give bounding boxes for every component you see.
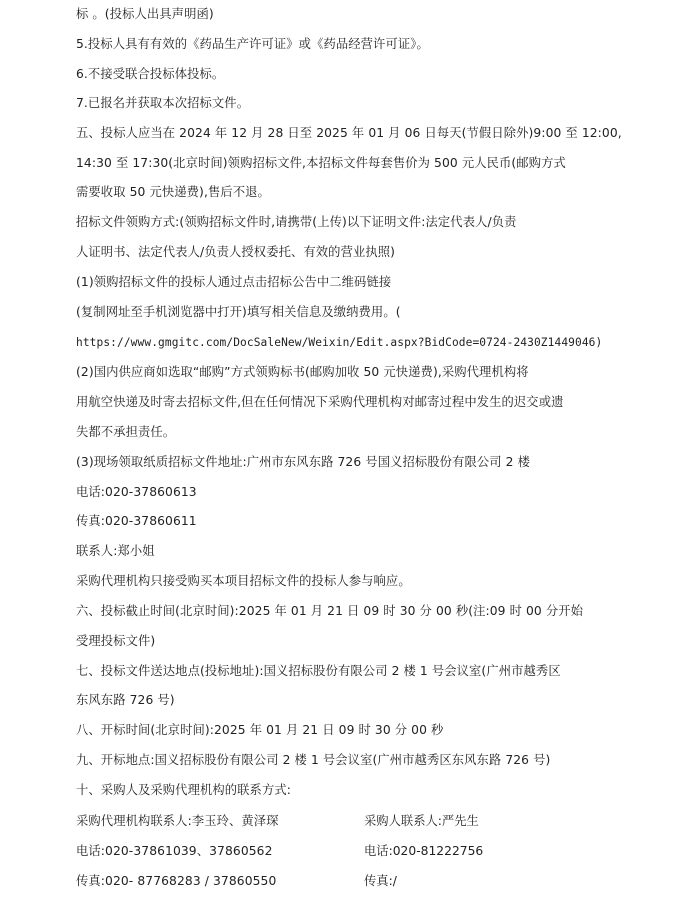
purchaser-fax: 传真:/ [364, 874, 397, 888]
text-line: (2)国内供应商如选取“邮购”方式领购标书(邮购加收 50 元快递费),采购代理机构将 [76, 365, 529, 379]
text-line: (3)现场领取纸质招标文件地址:广州市东风东路 726 号国义招标股份有限公司 2 楼 [76, 455, 530, 469]
agency-fax: 传真:020- 87768283 / 37860550 [76, 874, 277, 888]
text-line: 采购代理机构只接受购买本项目招标文件的投标人参与响应。 [76, 574, 411, 588]
purchaser-phone: 电话:020-81222756 [364, 844, 484, 858]
purchaser-contact: 采购人联系人:严先生 [364, 814, 479, 828]
text-line: 五、投标人应当在 2024 年 12 月 28 日至 2025 年 01 月 06 日每天(节假日除外)9:00 至 12:00, [76, 126, 622, 140]
text-line: 六、投标截止时间(北京时间):2025 年 01 月 21 日 09 时 30 分 00 秒(注:09 时 00 分开始 [76, 604, 584, 618]
text-line: (1)领购招标文件的投标人通过点击招标公告中二维码链接 [76, 275, 392, 289]
text-line: 需要收取 50 元快递费),售后不退。 [76, 185, 270, 199]
text-line: 东风东路 726 号) [76, 693, 175, 707]
fax-line: 传真:020-37860611 [76, 514, 197, 528]
bid-url[interactable]: https://www.gmgitc.com/DocSaleNew/Weixin/Edit.aspx?BidCode=0724-2430Z1449046) [76, 336, 603, 349]
text-line: 七、投标文件送达地点(投标地址):国义招标股份有限公司 2 楼 1 号会议室(广州市越秀区 [76, 664, 561, 678]
text-line: 5.投标人具有有效的《药品生产许可证》或《药品经营许可证》。 [76, 37, 429, 51]
text-line: 6.不接受联合投标体投标。 [76, 67, 225, 81]
text-line: 标 。(投标人出具声明函) [76, 7, 214, 21]
agency-contact: 采购代理机构联系人:李玉玲、黄泽琛 [76, 814, 279, 828]
section-heading: 十、采购人及采购代理机构的联系方式: [76, 783, 291, 797]
text-line: 失都不承担责任。 [76, 425, 176, 439]
text-line: 7.已报名并获取本次招标文件。 [76, 96, 250, 110]
agency-phone: 电话:020-37861039、37860562 [76, 844, 273, 858]
text-line: 招标文件领购方式:(领购招标文件时,请携带(上传)以下证明文件:法定代表人/负责 [76, 215, 517, 229]
text-line: 用航空快递及时寄去招标文件,但在任何情况下采购代理机构对邮寄过程中发生的迟交或遗 [76, 395, 564, 409]
phone-line: 电话:020-37860613 [76, 485, 197, 499]
contact-person: 联系人:郑小姐 [76, 544, 155, 558]
text-line: 八、开标时间(北京时间):2025 年 01 月 21 日 09 时 30 分 00 秒 [76, 723, 444, 737]
text-line: 受理投标文件) [76, 634, 156, 648]
text-line: 14:30 至 17:30(北京时间)领购招标文件,本招标文件每套售价为 500 元人民币(邮购方式 [76, 156, 566, 170]
text-line: (复制网址至手机浏览器中打开)填写相关信息及缴纳费用。( [76, 305, 401, 319]
text-line: 人证明书、法定代表人/负责人授权委托、有效的营业执照) [76, 245, 396, 259]
text-line: 九、开标地点:国义招标股份有限公司 2 楼 1 号会议室(广州市越秀区东风东路 726 号) [76, 753, 551, 767]
